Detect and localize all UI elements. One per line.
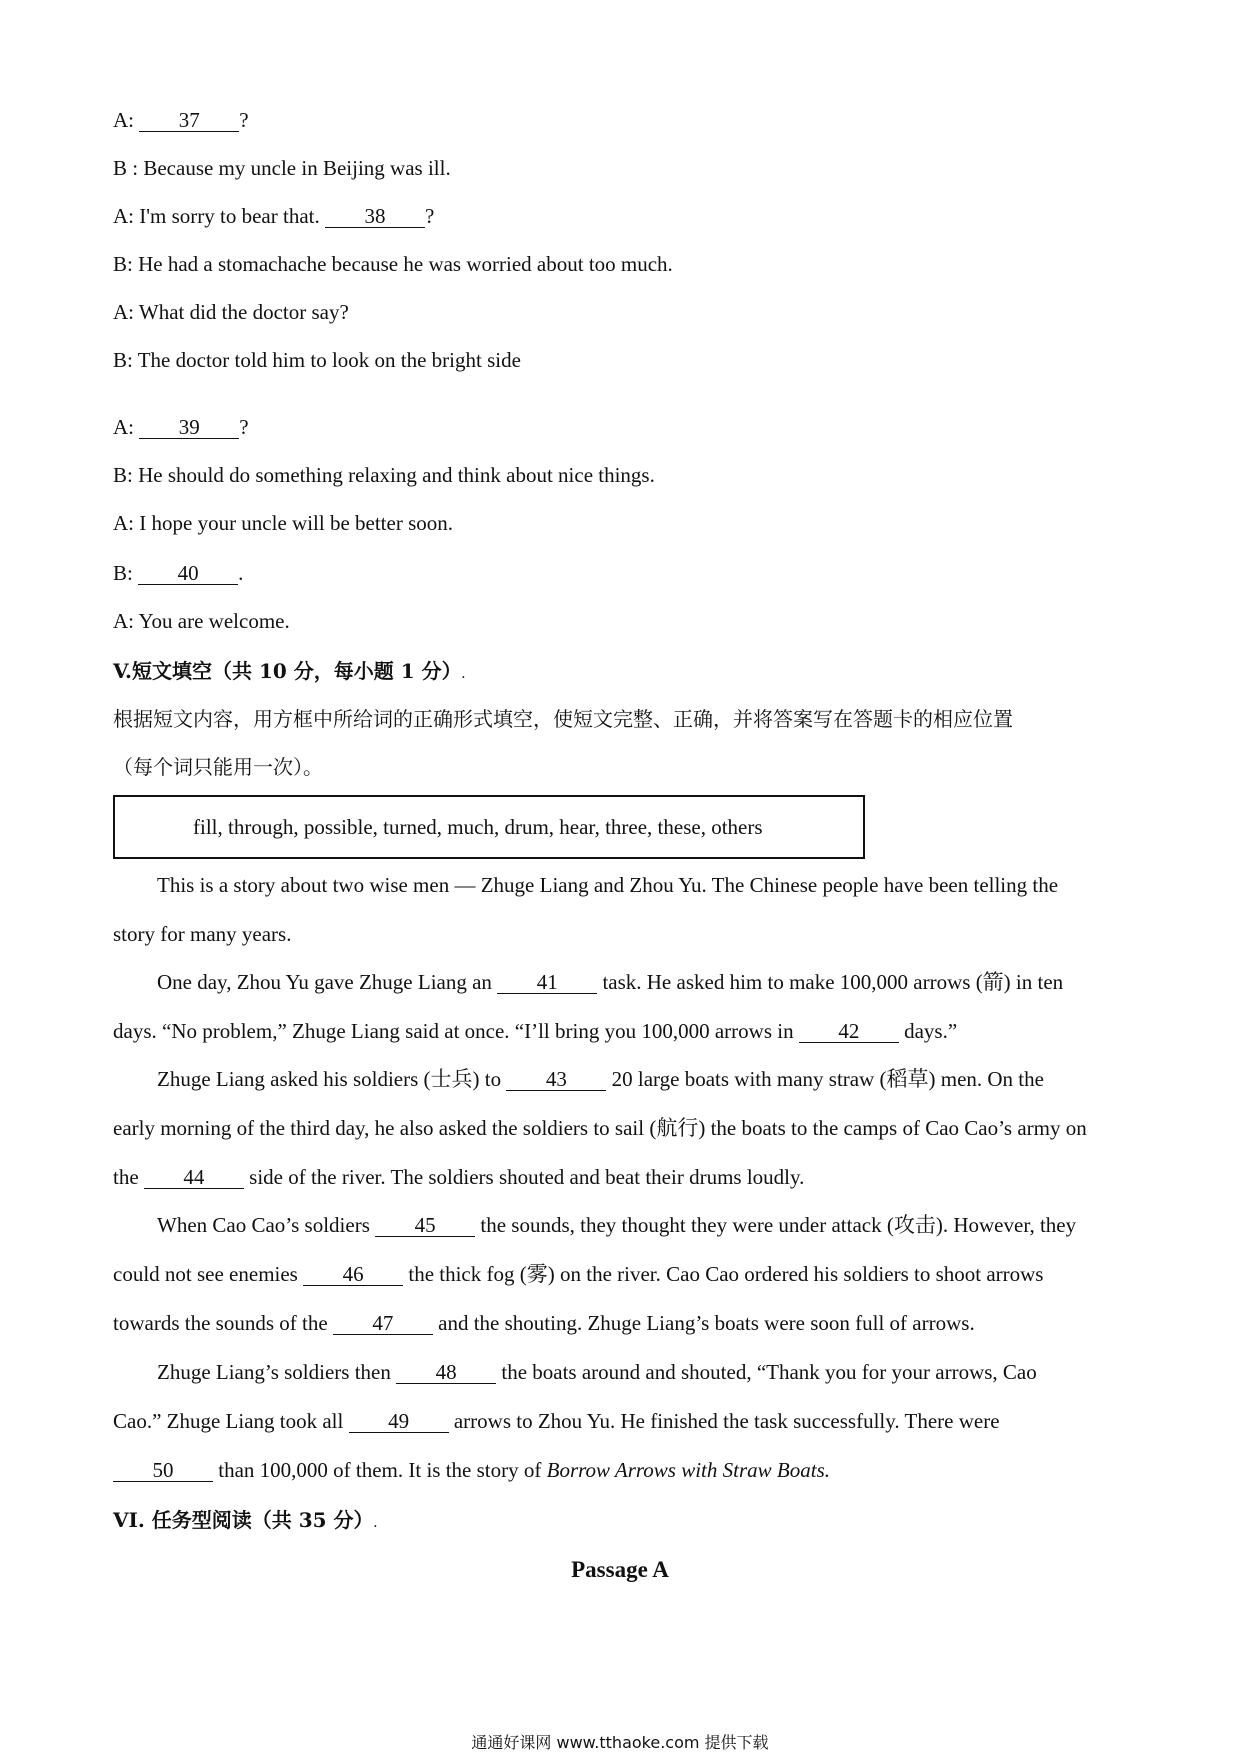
speaker: A: [113,609,134,633]
story-title: Borrow Arrows with Straw Boats. [546,1458,830,1482]
passage-text: Zhuge Liang asked his soldiers (士兵) to [157,1067,502,1091]
passage-text: Cao.” Zhuge Liang took all [113,1409,344,1433]
dialogue-text: You are welcome. [138,609,290,633]
section-heading-text: V.短文填空（共 10 分，每小题 1 分） [113,659,462,683]
dialogue-line-7 [113,414,249,440]
footer-watermark: 通通好课网 www.tthaoke.com 提供下载 [471,1733,769,1752]
speaker: B : [113,156,139,180]
dialogue-line-2 [113,155,451,181]
passage-line [157,1212,1076,1238]
passage-text: days.” [904,1019,958,1043]
dialogue-line-6 [113,347,521,373]
passage-text: towards the sounds of the [113,1311,328,1335]
passage-text: the sounds, they thought they were under attack (攻击). However, they [480,1213,1077,1237]
passage-text: the thick fog (雾) on the river. Cao Cao ordered his soldiers to shoot arrows [408,1262,1044,1286]
passage-line: story for many years. [113,922,292,946]
section-heading-text: VI. 任务型阅读（共 35 分） [113,1508,374,1532]
passage-text: days. “No problem,” Zhuge Liang said at once. “I’ll bring you 100,000 arrows in [113,1019,794,1043]
dialogue-text: He should do something relaxing and think about nice things. [138,463,655,487]
blank-41[interactable]: 41 [497,971,597,994]
passage-text: task. He asked him to make 100,000 arrows (箭) in ten [602,970,1064,994]
section-5-instruction-1: 根据短文内容，用方框中所给词的正确形式填空，使短文完整、正确，并将答案写在答题卡的相应位置 [113,707,1013,731]
passage-line [113,1408,1000,1434]
word-box [113,795,865,859]
section-5-heading: V.短文填空（共 10 分，每小题 1 分）. [113,659,466,683]
dialogue-line-1 [113,107,249,133]
dialogue-text: Because my uncle in Beijing was ill. [143,156,451,180]
speaker: A: [113,204,134,228]
blank-37[interactable]: 37 [139,109,239,132]
passage-text: When Cao Cao’s soldiers [157,1213,370,1237]
passage-line [113,1164,804,1190]
passage-text: Zhuge Liang’s soldiers then [157,1360,391,1384]
blank-47[interactable]: 47 [333,1312,433,1335]
speaker: A: [113,511,134,535]
blank-38[interactable]: 38 [325,205,425,228]
dialogue-line-4 [113,251,673,277]
dialogue-line-5 [113,299,349,325]
passage-line [113,1457,830,1483]
dialogue-text: I hope your uncle will be better soon. [139,511,453,535]
punct: ? [424,204,435,228]
dialogue-line-8 [113,462,655,488]
blank-42[interactable]: 42 [799,1020,899,1043]
passage-line [157,969,1063,995]
speaker: B: [113,348,133,372]
punct: ? [239,415,249,439]
passage-line: This is a story about two wise men — Zhuge Liang and Zhou Yu. The Chinese people have been telling the [157,873,1059,897]
blank-43[interactable]: 43 [506,1068,606,1091]
blank-45[interactable]: 45 [375,1214,475,1237]
dialogue-line-3 [113,203,434,229]
passage-text: and the shouting. Zhuge Liang’s boats were soon full of arrows. [438,1311,975,1335]
punct: . [238,561,244,585]
section-5-instruction-2: （每个词只能用一次）。 [113,755,323,779]
speaker: A: [113,108,134,132]
punct: ? [239,108,249,132]
passage-text: One day, Zhou Yu gave Zhuge Liang an [157,970,492,994]
passage-text: the [113,1165,139,1189]
passage-line [113,1018,957,1044]
passage-line [113,1310,975,1336]
passage-text: 20 large boats with many straw (稻草) men. On the [611,1067,1044,1091]
blank-39[interactable]: 39 [139,416,239,439]
dialogue-text: The doctor told him to look on the bright side [137,348,521,372]
passage-line: early morning of the third day, he also asked the soldiers to sail (航行) the boats to the camps of Cao Cao’s army on [113,1116,1087,1140]
passage-line [157,1066,1044,1092]
speaker: A: [113,415,134,439]
dialogue-line-10 [113,560,243,586]
blank-48[interactable]: 48 [396,1361,496,1384]
blank-50[interactable]: 50 [113,1459,213,1482]
dialogue-text: He had a stomachache because he was worried about too much. [138,252,673,276]
passage-title: Passage A [571,1557,669,1582]
dialogue-line-11 [113,608,290,634]
passage-text: could not see enemies [113,1262,298,1286]
speaker: A: [113,300,134,324]
dialogue-text: What did the doctor say? [138,300,349,324]
dialogue-text: I'm sorry to bear that. [139,204,320,228]
blank-40[interactable]: 40 [138,562,238,585]
blank-46[interactable]: 46 [303,1263,403,1286]
word-box-text: fill, through, possible, turned, much, drum, hear, three, these, others [193,814,763,839]
passage-text: side of the river. The soldiers shouted and beat their drums loudly. [249,1165,805,1189]
dialogue-line-9 [113,510,453,536]
passage-text: the boats around and shouted, “Thank you for your arrows, Cao [501,1360,1037,1384]
blank-49[interactable]: 49 [349,1410,449,1433]
passage-line [157,1359,1037,1385]
section-6-heading: VI. 任务型阅读（共 35 分）. [113,1508,378,1532]
passage-text: than 100,000 of them. It is the story of [218,1458,542,1482]
blank-44[interactable]: 44 [144,1166,244,1189]
passage-text: arrows to Zhou Yu. He finished the task successfully. There were [453,1409,1000,1433]
speaker: B: [113,561,133,585]
speaker: B: [113,463,133,487]
passage-line [113,1261,1043,1287]
speaker: B: [113,252,133,276]
